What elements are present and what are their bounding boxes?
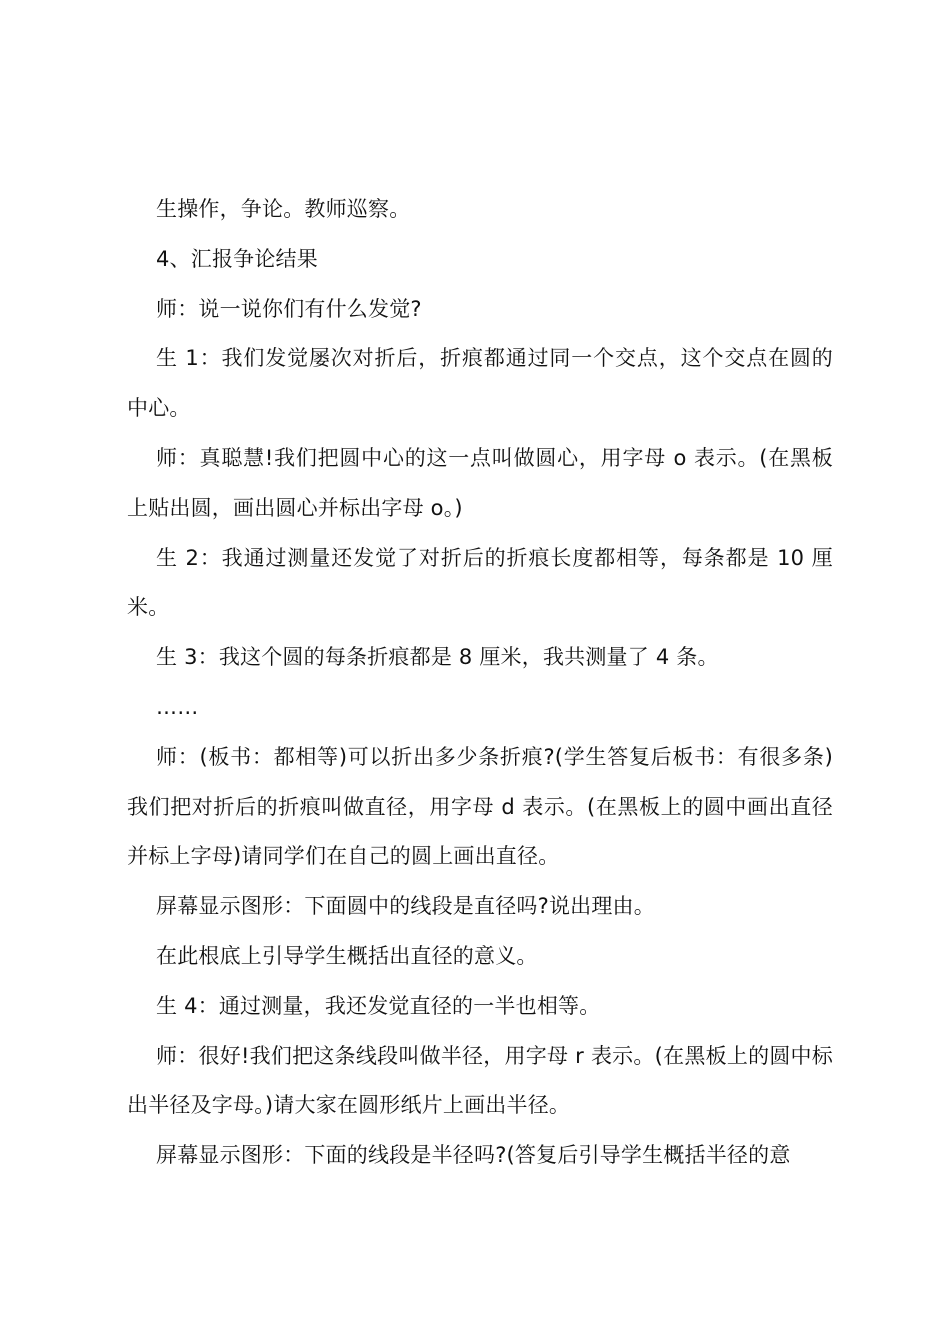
paragraph-4: 生 1：我们发觉屡次对折后，折痕都通过同一个交点，这个交点在圆的中心。 <box>127 346 833 421</box>
paragraph-14: 屏幕显示图形：下面的线段是半径吗?(答复后引导学生概括半径的意 <box>156 1143 791 1168</box>
paragraph-11: 在此根底上引导学生概括出直径的意义。 <box>156 943 538 968</box>
paragraph-5: 师：真聪慧!我们把圆中心的这一点叫做圆心，用字母 o 表示。(在黑板上贴出圆，画出圆心并标出字母 o。) <box>127 445 833 520</box>
paragraph-7: 生 3：我这个圆的每条折痕都是 8 厘米，我共测量了 4 条。 <box>156 645 719 670</box>
paragraph-3: 师：说一说你们有什么发觉? <box>156 296 422 321</box>
paragraph-2: 4、汇报争论结果 <box>156 246 318 271</box>
document-body <box>127 185 833 1181</box>
paragraph-12: 生 4：通过测量，我还发觉直径的一半也相等。 <box>156 993 601 1018</box>
paragraph-6: 生 2：我通过测量还发觉了对折后的折痕长度都相等，每条都是 10 厘米。 <box>127 545 833 620</box>
paragraph-13: 师：很好!我们把这条线段叫做半径，用字母 r 表示。(在黑板上的圆中标出半径及字母。)请大家在圆形纸片上画出半径。 <box>127 1043 833 1118</box>
paragraph-1: 生操作，争论。教师巡察。 <box>156 197 411 221</box>
paragraph-10: 屏幕显示图形：下面圆中的线段是直径吗?说出理由。 <box>156 894 655 919</box>
paragraph-8: …… <box>156 694 199 719</box>
paragraph-9: 师：(板书：都相等)可以折出多少条折痕?(学生答复后板书：有很多条)我们把对折后的折痕叫做直径，用字母 d 表示。(在黑板上的圆中画出直径并标上字母)请同学们在自己的圆上画出直径。 <box>127 744 833 869</box>
